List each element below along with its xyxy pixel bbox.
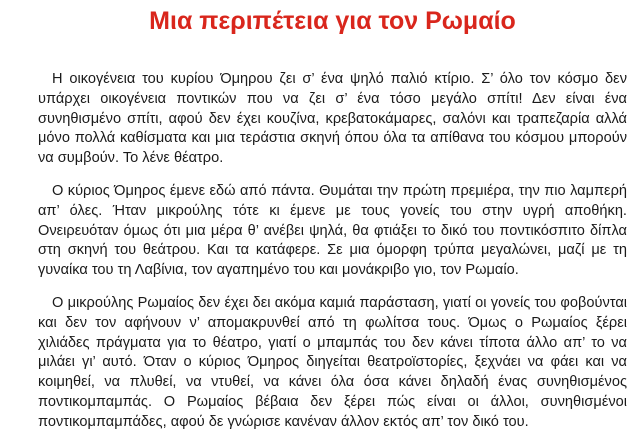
paragraph-2: Ο κύριος Όμηρος έμενε εδώ από πάντα. Θυμάται την πρώτη πρεμιέρα, την πιο λαμπερή απ’ όλες. Ήταν μικρούλης τότε κι έμενε με τους γονείς του στην υγρή αποθήκη. Ονειρευόταν όμως ότι μια μέρα θ’ ανέβει ψηλά, θα φτιάξει το δικό του ποντικόσπιτο δίπλα στη σκηνή του θεάτρου. Και τα κατάφερε. Σε μια όμορφη τρύπα μεγαλώνει, μαζί με τη γυναίκα του τη Λαβίνια, τον αγαπημένο του και μονάκριβο γιο, τον Ρωμαίο. <box>38 182 627 279</box>
paragraph-1: Η οικογένεια του κυρίου Όμηρου ζει σ’ ένα ψηλό παλιό κτίριο. Σ’ όλο τον κόσμο δεν υπάρχει οικογένεια ποντικών που να ζει σ’ ένα τόσο μεγάλο σπίτι! Δεν είναι ένα συνηθισμένο σπίτι, αφού δεν έχει κουζίνα, κρεβατοκάμαρες, σαλόνι και τραπεζαρία αλλά μόνο πολλά καθίσματα και μια τεράστια σκηνή όπου όλα τα απίθανα του κόσμου μπορούν να συμβούν. Το λένε θέατρο. <box>38 71 627 167</box>
paragraph-3: Ο μικρούλης Ρωμαίος δεν έχει δει ακόμα καμιά παράσταση, γιατί οι γονείς του φοβούνται και δεν τον αφήνουν ν’ απομακρυνθεί από τη φωλίτσα τους. Όμως ο Ρωμαίος ξέρει χιλιάδες πράγματα για το θέατρο, γιατί ο μπαμπάς του δεν κάνει τίποτα άλλο απ’ το να μιλάει γι’ αυτό. Όταν ο κύριος Όμηρος διηγείται θεατροϊστορίες, ξεχνάει να φάει και να κοιμηθεί, να πλυθεί, να ντυθεί, να κάνει όλα όσα κάνει δηλαδή ένας συνηθισμένος ποντικομπαμπάς. Ο Ρωμαίος βέβαια δεν ξέρει πώς είναι οι άλλοι, συνηθισμένοι ποντικομπαμπάδες, αφού δε γνώρισε κανέναν άλλον εκτός απ’ τον δικό του. <box>38 294 627 430</box>
story-title: Μια περιπέτεια για τον Ρωμαίο <box>149 7 516 35</box>
